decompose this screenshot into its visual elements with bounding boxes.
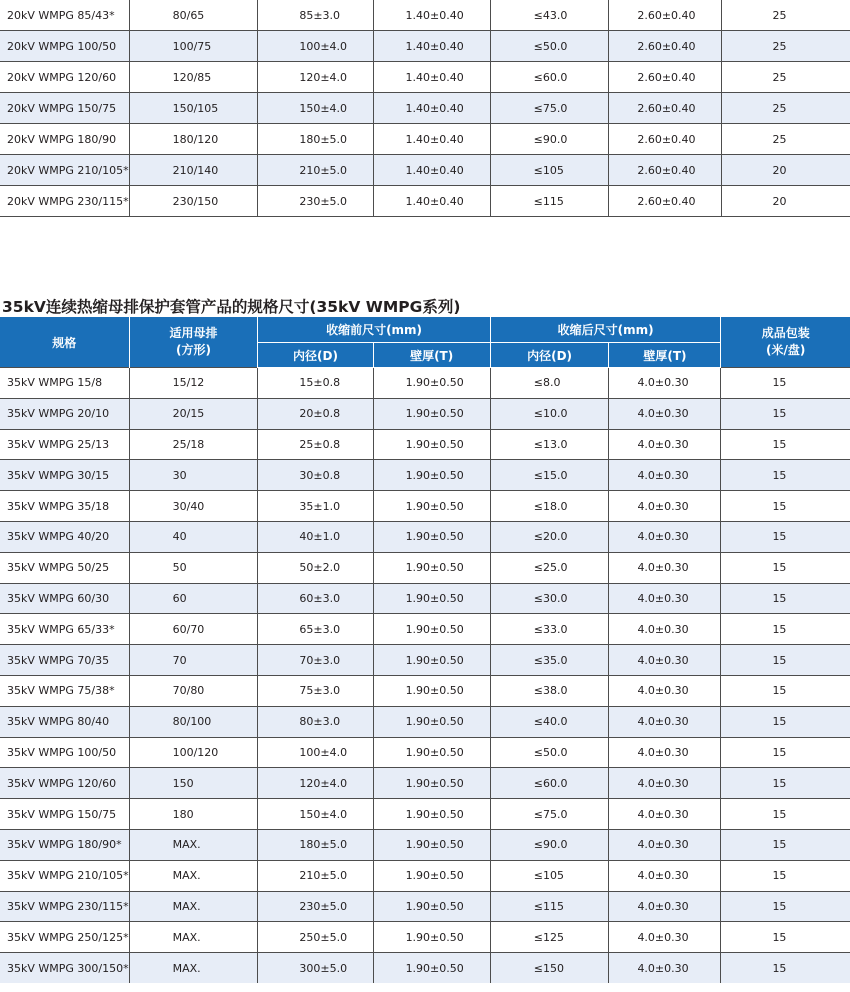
- after-inner-diameter-cell: ≤90.0: [490, 124, 609, 155]
- before-inner-diameter-cell: 30±0.8: [258, 460, 373, 491]
- packaging-cell: 15: [721, 645, 850, 676]
- section-title: 35kV连续热缩母排保护套管产品的规格尺寸(35kV WMPG系列): [2, 298, 461, 316]
- after-wall-thickness-cell: 4.0±0.30: [609, 737, 721, 768]
- spec-cell: 35kV WMPG 35/18: [0, 491, 129, 522]
- after-wall-thickness-cell: 4.0±0.30: [609, 953, 721, 983]
- spec-cell: 35kV WMPG 150/75: [0, 799, 129, 830]
- before-inner-diameter-cell: 180±5.0: [258, 829, 373, 860]
- after-wall-thickness-cell: 4.0±0.30: [609, 891, 721, 922]
- table-row: [0, 186, 850, 217]
- before-inner-diameter-cell: 180±5.0: [258, 124, 373, 155]
- before-inner-diameter-cell: 80±3.0: [258, 706, 373, 737]
- before-wall-thickness-cell: 1.90±0.50: [373, 460, 490, 491]
- packaging-cell: 15: [721, 860, 850, 891]
- busbar-cell: 150: [129, 768, 258, 799]
- table-row: [0, 614, 850, 645]
- busbar-cell: 120/85: [129, 62, 258, 93]
- spec-cell: 35kV WMPG 230/115*: [0, 891, 129, 922]
- before-inner-diameter-cell: 120±4.0: [258, 62, 373, 93]
- before-inner-diameter-cell: 85±3.0: [258, 0, 373, 31]
- header-packaging: [721, 317, 850, 368]
- busbar-cell: 20/15: [129, 398, 258, 429]
- packaging-cell: 15: [721, 491, 850, 522]
- busbar-cell: 180: [129, 799, 258, 830]
- table-row: [0, 953, 850, 983]
- before-wall-thickness-cell: 1.40±0.40: [373, 155, 490, 186]
- before-inner-diameter-cell: 25±0.8: [258, 429, 373, 460]
- packaging-cell: 15: [721, 552, 850, 583]
- spec-table-35kv-body: [0, 368, 850, 983]
- after-inner-diameter-cell: ≤15.0: [490, 460, 609, 491]
- header-busbar-line2: (方形): [176, 343, 211, 357]
- before-inner-diameter-cell: 100±4.0: [258, 31, 373, 62]
- table-row: [0, 429, 850, 460]
- before-wall-thickness-cell: 1.40±0.40: [373, 62, 490, 93]
- packaging-cell: 15: [721, 953, 850, 983]
- after-wall-thickness-cell: 4.0±0.30: [609, 768, 721, 799]
- busbar-cell: 180/120: [129, 124, 258, 155]
- packaging-cell: 15: [721, 799, 850, 830]
- packaging-cell: 15: [721, 922, 850, 953]
- before-inner-diameter-cell: 250±5.0: [258, 922, 373, 953]
- busbar-cell: 70: [129, 645, 258, 676]
- spec-cell: 35kV WMPG 70/35: [0, 645, 129, 676]
- spec-table-20kv: [0, 0, 850, 217]
- spec-cell: 35kV WMPG 250/125*: [0, 922, 129, 953]
- packaging-cell: 15: [721, 398, 850, 429]
- table-row: [0, 521, 850, 552]
- busbar-cell: MAX.: [129, 891, 258, 922]
- before-inner-diameter-cell: 65±3.0: [258, 614, 373, 645]
- packaging-cell: 15: [721, 521, 850, 552]
- after-inner-diameter-cell: ≤115: [490, 186, 609, 217]
- busbar-cell: 80/65: [129, 0, 258, 31]
- before-inner-diameter-cell: 150±4.0: [258, 93, 373, 124]
- after-wall-thickness-cell: 2.60±0.40: [609, 31, 721, 62]
- after-wall-thickness-cell: 4.0±0.30: [609, 614, 721, 645]
- packaging-cell: 15: [721, 583, 850, 614]
- before-inner-diameter-cell: 60±3.0: [258, 583, 373, 614]
- after-inner-diameter-cell: ≤115: [490, 891, 609, 922]
- packaging-cell: 15: [721, 675, 850, 706]
- after-inner-diameter-cell: ≤40.0: [490, 706, 609, 737]
- busbar-cell: 60/70: [129, 614, 258, 645]
- after-wall-thickness-cell: 2.60±0.40: [609, 124, 721, 155]
- packaging-cell: 15: [721, 460, 850, 491]
- before-wall-thickness-cell: 1.90±0.50: [373, 829, 490, 860]
- after-inner-diameter-cell: ≤50.0: [490, 31, 609, 62]
- before-wall-thickness-cell: 1.90±0.50: [373, 491, 490, 522]
- spec-cell: 35kV WMPG 15/8: [0, 368, 129, 399]
- spec-cell: 35kV WMPG 210/105*: [0, 860, 129, 891]
- busbar-cell: 100/120: [129, 737, 258, 768]
- table-row: [0, 460, 850, 491]
- header-before-inner-diameter: 内径(D): [258, 343, 373, 368]
- header-busbar: [129, 317, 258, 368]
- after-wall-thickness-cell: 4.0±0.30: [609, 860, 721, 891]
- after-inner-diameter-cell: ≤50.0: [490, 737, 609, 768]
- after-wall-thickness-cell: 4.0±0.30: [609, 429, 721, 460]
- spec-cell: 35kV WMPG 300/150*: [0, 953, 129, 983]
- busbar-cell: 100/75: [129, 31, 258, 62]
- before-wall-thickness-cell: 1.90±0.50: [373, 398, 490, 429]
- before-wall-thickness-cell: 1.90±0.50: [373, 891, 490, 922]
- before-wall-thickness-cell: 1.90±0.50: [373, 953, 490, 983]
- before-inner-diameter-cell: 210±5.0: [258, 155, 373, 186]
- after-wall-thickness-cell: 4.0±0.30: [609, 368, 721, 399]
- spec-cell: 35kV WMPG 75/38*: [0, 675, 129, 706]
- after-inner-diameter-cell: ≤43.0: [490, 0, 609, 31]
- table-row: [0, 675, 850, 706]
- table-row: [0, 737, 850, 768]
- spec-cell: 35kV WMPG 120/60: [0, 768, 129, 799]
- spec-cell: 35kV WMPG 65/33*: [0, 614, 129, 645]
- table-row: [0, 799, 850, 830]
- header-packaging-line1: 成品包装: [761, 326, 810, 340]
- after-inner-diameter-cell: ≤25.0: [490, 552, 609, 583]
- after-inner-diameter-cell: ≤30.0: [490, 583, 609, 614]
- packaging-cell: 15: [721, 706, 850, 737]
- after-wall-thickness-cell: 4.0±0.30: [609, 583, 721, 614]
- after-inner-diameter-cell: ≤75.0: [490, 799, 609, 830]
- spec-cell: 35kV WMPG 20/10: [0, 398, 129, 429]
- spec-cell: 35kV WMPG 100/50: [0, 737, 129, 768]
- spec-table-20kv-body: [0, 0, 850, 217]
- spec-cell: 35kV WMPG 80/40: [0, 706, 129, 737]
- before-wall-thickness-cell: 1.90±0.50: [373, 799, 490, 830]
- after-wall-thickness-cell: 4.0±0.30: [609, 675, 721, 706]
- after-wall-thickness-cell: 2.60±0.40: [609, 62, 721, 93]
- after-inner-diameter-cell: ≤33.0: [490, 614, 609, 645]
- spec-cell: 20kV WMPG 150/75: [0, 93, 129, 124]
- table-row: [0, 368, 850, 399]
- busbar-cell: MAX.: [129, 860, 258, 891]
- table-row: [0, 922, 850, 953]
- after-inner-diameter-cell: ≤10.0: [490, 398, 609, 429]
- spec-cell: 35kV WMPG 180/90*: [0, 829, 129, 860]
- after-inner-diameter-cell: ≤60.0: [490, 768, 609, 799]
- table-row: [0, 93, 850, 124]
- packaging-cell: 15: [721, 368, 850, 399]
- header-before-shrink: 收缩前尺寸(mm): [258, 317, 490, 343]
- table-row: [0, 552, 850, 583]
- header-after-wall-thickness: 壁厚(T): [609, 343, 721, 368]
- busbar-cell: 70/80: [129, 675, 258, 706]
- after-inner-diameter-cell: ≤35.0: [490, 645, 609, 676]
- busbar-cell: 210/140: [129, 155, 258, 186]
- table-row: [0, 124, 850, 155]
- busbar-cell: 30/40: [129, 491, 258, 522]
- after-inner-diameter-cell: ≤38.0: [490, 675, 609, 706]
- packaging-cell: 25: [721, 0, 850, 31]
- table-row: [0, 645, 850, 676]
- spec-cell: 35kV WMPG 30/15: [0, 460, 129, 491]
- table-row: [0, 829, 850, 860]
- packaging-cell: 15: [721, 737, 850, 768]
- busbar-cell: MAX.: [129, 922, 258, 953]
- spec-cell: 35kV WMPG 50/25: [0, 552, 129, 583]
- after-wall-thickness-cell: 4.0±0.30: [609, 706, 721, 737]
- before-wall-thickness-cell: 1.90±0.50: [373, 737, 490, 768]
- after-inner-diameter-cell: ≤18.0: [490, 491, 609, 522]
- before-wall-thickness-cell: 1.90±0.50: [373, 768, 490, 799]
- after-inner-diameter-cell: ≤90.0: [490, 829, 609, 860]
- before-inner-diameter-cell: 70±3.0: [258, 645, 373, 676]
- table-row: [0, 860, 850, 891]
- packaging-cell: 20: [721, 186, 850, 217]
- before-wall-thickness-cell: 1.90±0.50: [373, 860, 490, 891]
- spec-cell: 20kV WMPG 210/105*: [0, 155, 129, 186]
- before-wall-thickness-cell: 1.40±0.40: [373, 186, 490, 217]
- busbar-cell: MAX.: [129, 953, 258, 983]
- spec-cell: 20kV WMPG 120/60: [0, 62, 129, 93]
- before-inner-diameter-cell: 15±0.8: [258, 368, 373, 399]
- after-wall-thickness-cell: 2.60±0.40: [609, 93, 721, 124]
- spec-cell: 20kV WMPG 180/90: [0, 124, 129, 155]
- table-row: [0, 398, 850, 429]
- before-wall-thickness-cell: 1.40±0.40: [373, 124, 490, 155]
- before-inner-diameter-cell: 230±5.0: [258, 186, 373, 217]
- before-inner-diameter-cell: 150±4.0: [258, 799, 373, 830]
- before-wall-thickness-cell: 1.40±0.40: [373, 93, 490, 124]
- before-wall-thickness-cell: 1.90±0.50: [373, 922, 490, 953]
- busbar-cell: 25/18: [129, 429, 258, 460]
- table-row: [0, 891, 850, 922]
- header-after-shrink: 收缩后尺寸(mm): [490, 317, 721, 343]
- packaging-cell: 15: [721, 891, 850, 922]
- busbar-cell: MAX.: [129, 829, 258, 860]
- before-wall-thickness-cell: 1.90±0.50: [373, 706, 490, 737]
- header-before-wall-thickness: 壁厚(T): [373, 343, 490, 368]
- table-row: [0, 31, 850, 62]
- header-spec: 规格: [0, 317, 129, 368]
- after-inner-diameter-cell: ≤105: [490, 155, 609, 186]
- packaging-cell: 25: [721, 124, 850, 155]
- after-wall-thickness-cell: 4.0±0.30: [609, 799, 721, 830]
- before-inner-diameter-cell: 300±5.0: [258, 953, 373, 983]
- before-inner-diameter-cell: 50±2.0: [258, 552, 373, 583]
- busbar-cell: 15/12: [129, 368, 258, 399]
- after-inner-diameter-cell: ≤75.0: [490, 93, 609, 124]
- table-row: [0, 706, 850, 737]
- before-wall-thickness-cell: 1.40±0.40: [373, 0, 490, 31]
- busbar-cell: 80/100: [129, 706, 258, 737]
- before-wall-thickness-cell: 1.90±0.50: [373, 614, 490, 645]
- table-header: [0, 317, 850, 368]
- busbar-cell: 30: [129, 460, 258, 491]
- before-wall-thickness-cell: 1.90±0.50: [373, 583, 490, 614]
- busbar-cell: 50: [129, 552, 258, 583]
- before-wall-thickness-cell: 1.90±0.50: [373, 368, 490, 399]
- busbar-cell: 230/150: [129, 186, 258, 217]
- table-row: [0, 583, 850, 614]
- after-wall-thickness-cell: 4.0±0.30: [609, 829, 721, 860]
- packaging-cell: 15: [721, 429, 850, 460]
- spec-cell: 35kV WMPG 25/13: [0, 429, 129, 460]
- packaging-cell: 25: [721, 62, 850, 93]
- spec-cell: 20kV WMPG 85/43*: [0, 0, 129, 31]
- spec-cell: 20kV WMPG 100/50: [0, 31, 129, 62]
- spec-cell: 35kV WMPG 40/20: [0, 521, 129, 552]
- before-inner-diameter-cell: 100±4.0: [258, 737, 373, 768]
- spec-cell: 35kV WMPG 60/30: [0, 583, 129, 614]
- before-wall-thickness-cell: 1.90±0.50: [373, 675, 490, 706]
- busbar-cell: 150/105: [129, 93, 258, 124]
- before-inner-diameter-cell: 120±4.0: [258, 768, 373, 799]
- after-wall-thickness-cell: 2.60±0.40: [609, 155, 721, 186]
- spec-table-35kv: [0, 317, 850, 983]
- after-wall-thickness-cell: 2.60±0.40: [609, 0, 721, 31]
- packaging-cell: 25: [721, 31, 850, 62]
- after-wall-thickness-cell: 4.0±0.30: [609, 521, 721, 552]
- before-wall-thickness-cell: 1.90±0.50: [373, 521, 490, 552]
- after-wall-thickness-cell: 4.0±0.30: [609, 645, 721, 676]
- after-inner-diameter-cell: ≤20.0: [490, 521, 609, 552]
- after-wall-thickness-cell: 4.0±0.30: [609, 460, 721, 491]
- after-inner-diameter-cell: ≤105: [490, 860, 609, 891]
- before-inner-diameter-cell: 230±5.0: [258, 891, 373, 922]
- before-wall-thickness-cell: 1.40±0.40: [373, 31, 490, 62]
- table-row: [0, 155, 850, 186]
- after-inner-diameter-cell: ≤60.0: [490, 62, 609, 93]
- after-wall-thickness-cell: 4.0±0.30: [609, 398, 721, 429]
- before-inner-diameter-cell: 210±5.0: [258, 860, 373, 891]
- before-wall-thickness-cell: 1.90±0.50: [373, 429, 490, 460]
- after-wall-thickness-cell: 4.0±0.30: [609, 922, 721, 953]
- before-inner-diameter-cell: 20±0.8: [258, 398, 373, 429]
- before-inner-diameter-cell: 35±1.0: [258, 491, 373, 522]
- packaging-cell: 15: [721, 768, 850, 799]
- packaging-cell: 20: [721, 155, 850, 186]
- after-wall-thickness-cell: 2.60±0.40: [609, 186, 721, 217]
- after-wall-thickness-cell: 4.0±0.30: [609, 552, 721, 583]
- before-wall-thickness-cell: 1.90±0.50: [373, 645, 490, 676]
- packaging-cell: 25: [721, 93, 850, 124]
- packaging-cell: 15: [721, 614, 850, 645]
- table-row: [0, 62, 850, 93]
- after-inner-diameter-cell: ≤13.0: [490, 429, 609, 460]
- after-inner-diameter-cell: ≤8.0: [490, 368, 609, 399]
- after-wall-thickness-cell: 4.0±0.30: [609, 491, 721, 522]
- busbar-cell: 60: [129, 583, 258, 614]
- header-after-inner-diameter: 内径(D): [490, 343, 609, 368]
- packaging-cell: 15: [721, 829, 850, 860]
- after-inner-diameter-cell: ≤125: [490, 922, 609, 953]
- after-inner-diameter-cell: ≤150: [490, 953, 609, 983]
- table-row: [0, 491, 850, 522]
- before-inner-diameter-cell: 75±3.0: [258, 675, 373, 706]
- spec-cell: 20kV WMPG 230/115*: [0, 186, 129, 217]
- busbar-cell: 40: [129, 521, 258, 552]
- before-inner-diameter-cell: 40±1.0: [258, 521, 373, 552]
- table-row: [0, 768, 850, 799]
- table-row: [0, 0, 850, 31]
- header-busbar-line1: 适用母排: [169, 326, 218, 340]
- header-packaging-line2: (米/盘): [766, 343, 806, 357]
- before-wall-thickness-cell: 1.90±0.50: [373, 552, 490, 583]
